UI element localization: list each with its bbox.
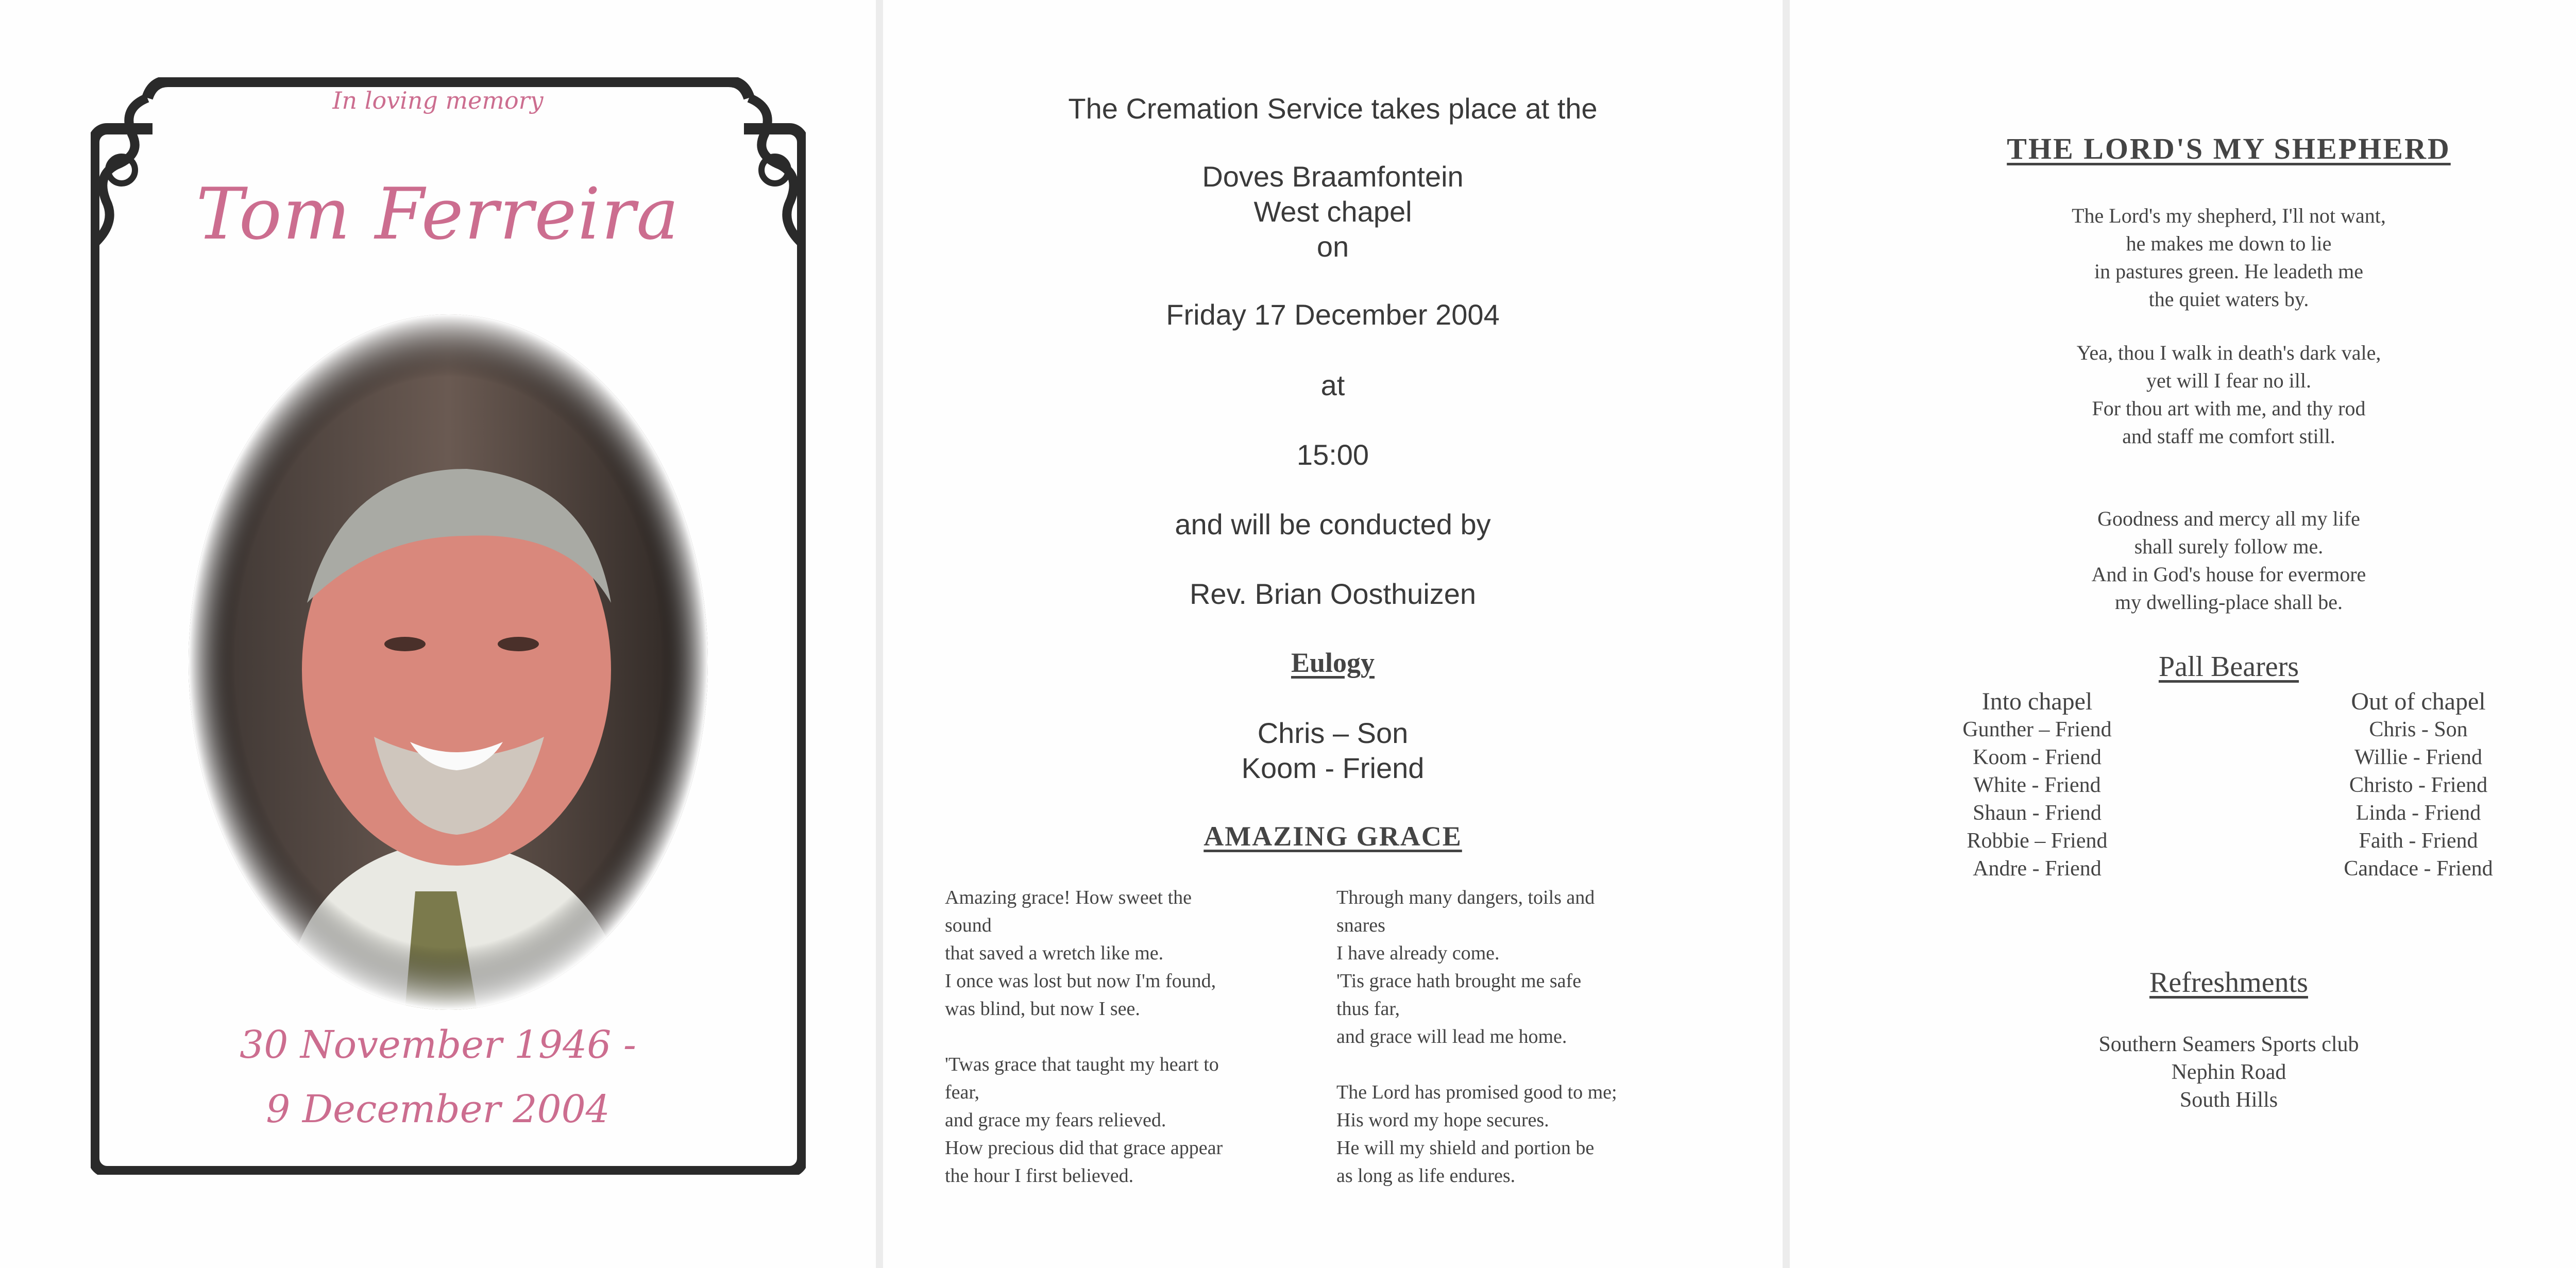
hymn-line: 'Tis grace hath brought me safe <box>1336 970 1582 992</box>
hymn-line: I once was lost but now I'm found, <box>945 970 1216 992</box>
at-line: at <box>1320 369 1345 401</box>
refreshments-line: South Hills <box>2179 1088 2278 1112</box>
pall-bearer-name: Willie - Friend <box>2354 746 2482 769</box>
refreshments-line: Nephin Road <box>2171 1060 2286 1084</box>
refreshments-details <box>1790 1030 2576 1114</box>
psalm-verse-2 <box>1790 339 2576 450</box>
psalm-line: Yea, thou I walk in death's dark vale, <box>2076 341 2381 364</box>
time-line: 15:00 <box>1296 438 1369 471</box>
eulogy-name: Chris – Son <box>1257 717 1409 749</box>
hymn-right-column <box>1336 884 1617 1190</box>
hymn-line: Amazing grace! How sweet the <box>945 887 1192 908</box>
hymn-line <box>1336 1051 1617 1078</box>
psalm-line: and staff me comfort still. <box>2122 425 2335 448</box>
psalm-verse-1 <box>1790 202 2576 313</box>
birth-date-text: 30 November 1946 - <box>240 1023 636 1067</box>
eulogy-heading: Eulogy <box>1291 647 1375 678</box>
hymn-line: that saved a wretch like me. <box>945 942 1164 964</box>
hymn-left-column <box>945 884 1223 1190</box>
pall-bearer-name: Faith - Friend <box>2359 829 2478 853</box>
out-of-chapel-column <box>2305 688 2532 883</box>
psalm-pallbearers-panel <box>1790 0 2576 1268</box>
hymn-line: 'Twas grace that taught my heart to <box>945 1054 1219 1075</box>
pall-bearer-name: Koom - Friend <box>1973 746 2102 769</box>
hymn-line: His word my hope secures. <box>1336 1109 1549 1131</box>
hymn-line: snares <box>1336 915 1385 936</box>
out-of-chapel-heading: Out of chapel <box>2351 688 2486 715</box>
psalm-line: Goodness and mercy all my life <box>2097 507 2360 530</box>
psalm-line: For thou art with me, and thy rod <box>2092 397 2366 420</box>
pall-bearers-heading: Pall Bearers <box>2158 651 2299 683</box>
hymn-line: and grace will lead me home. <box>1336 1026 1567 1047</box>
psalm-verse-3 <box>1790 505 2576 616</box>
deceased-name: Tom Ferreira <box>196 173 680 256</box>
conducted-by-line: and will be conducted by <box>1175 508 1491 540</box>
hymn-line: the hour I first believed. <box>945 1165 1134 1187</box>
minister-line: Rev. Brian Oosthuizen <box>1189 578 1477 610</box>
date-line: Friday 17 December 2004 <box>1166 298 1500 331</box>
psalm-line: he makes me down to lie <box>2126 232 2332 255</box>
service-intro-line: The Cremation Service takes place at the <box>1068 92 1598 125</box>
pall-bearer-name: Christo - Friend <box>2349 773 2488 797</box>
into-chapel-heading: Into chapel <box>1981 688 2093 715</box>
in-loving-memory-text: In loving memory <box>332 87 544 114</box>
hymn-line: Through many dangers, toils and <box>1336 887 1595 908</box>
pall-bearer-name: Chris - Son <box>2369 718 2468 741</box>
portrait-photo <box>189 314 708 1010</box>
on-line: on <box>1316 230 1349 263</box>
eulogy-name: Koom - Friend <box>1241 752 1425 784</box>
hymn-line <box>945 1023 1223 1051</box>
hymn-line: How precious did that grace appear <box>945 1137 1223 1159</box>
hymn-line: and grace my fears relieved. <box>945 1109 1166 1131</box>
psalm-line: yet will I fear no ill. <box>2146 369 2311 392</box>
psalm-line: The Lord's my shepherd, I'll not want, <box>2072 204 2386 227</box>
pall-bearer-name: Gunther – Friend <box>1962 718 2112 741</box>
hymn-line: I have already come. <box>1336 942 1500 964</box>
psalm-line: the quiet waters by. <box>2148 288 2309 311</box>
chapel-line: West chapel <box>1253 195 1412 228</box>
pall-bearer-name: Candace - Friend <box>2344 857 2493 881</box>
hymn-line: The Lord has promised good to me; <box>1336 1081 1617 1103</box>
psalm-line: shall surely follow me. <box>2134 535 2324 558</box>
psalm-line: And in God's house for evermore <box>2091 563 2366 586</box>
pall-bearer-name: Andre - Friend <box>1973 857 2102 881</box>
fold-line <box>1783 0 1790 1268</box>
hymn-line: fear, <box>945 1081 980 1103</box>
hymn-line: sound <box>945 915 992 936</box>
hymn-heading: AMAZING GRACE <box>1204 821 1462 852</box>
into-chapel-column <box>1929 688 2145 883</box>
pall-bearer-name: Robbie – Friend <box>1967 829 2108 853</box>
venue-line: Doves Braamfontein <box>1202 160 1464 193</box>
service-details-panel <box>883 0 1783 1268</box>
fold-line <box>876 0 883 1268</box>
psalm-line: in pastures green. He leadeth me <box>2094 260 2363 283</box>
hymn-line: was blind, but now I see. <box>945 998 1140 1020</box>
pall-bearer-name: White - Friend <box>1973 773 2101 797</box>
refreshments-line: Southern Seamers Sports club <box>2098 1033 2359 1056</box>
hymn-line: He will my shield and portion be <box>1336 1137 1595 1159</box>
pall-bearer-name: Shaun - Friend <box>1973 801 2102 825</box>
refreshments-heading: Refreshments <box>2149 967 2308 999</box>
death-date-text: 9 December 2004 <box>266 1087 610 1131</box>
psalm-heading: THE LORD'S MY SHEPHERD <box>2007 132 2451 165</box>
hymn-line: as long as life endures. <box>1336 1165 1516 1187</box>
psalm-line: my dwelling-place shall be. <box>2114 590 2343 614</box>
hymn-line: thus far, <box>1336 998 1400 1020</box>
pall-bearer-name: Linda - Friend <box>2355 801 2481 825</box>
front-cover-panel <box>0 0 876 1268</box>
